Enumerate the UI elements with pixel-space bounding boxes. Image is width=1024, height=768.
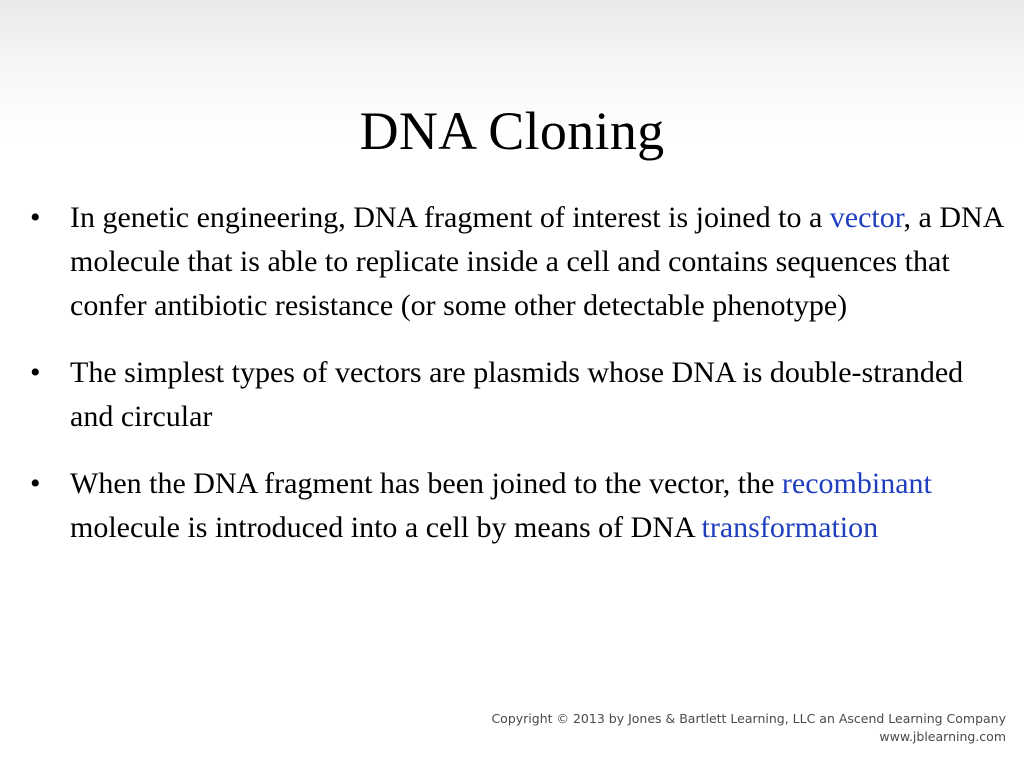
- bullet-marker: •: [30, 356, 41, 389]
- bullet-marker: •: [30, 201, 41, 234]
- bullet-list: [26, 196, 1006, 573]
- bullet-text: When the DNA fragment has been joined to the vector, the: [70, 467, 782, 500]
- bullet-item-plasmids: [26, 351, 1006, 439]
- bullet-marker: •: [30, 467, 41, 500]
- copyright-text: Copyright © 2013 by Jones & Bartlett Learning, LLC an Ascend Learning Company: [491, 711, 1006, 726]
- term-recombinant: recombinant: [781, 467, 932, 500]
- bullet-text: In genetic engineering, DNA fragment of interest is joined to a: [70, 201, 830, 234]
- bullet-item-recombinant: [26, 462, 1006, 550]
- footer-credit: [491, 710, 1006, 746]
- slide-title: DNA Cloning: [359, 101, 665, 161]
- bullet-item-vector: [26, 196, 1006, 328]
- website-text: www.jblearning.com: [879, 729, 1006, 744]
- bullet-text: The simplest types of vectors are plasmids whose DNA is double-stranded and circular: [70, 356, 964, 433]
- bullet-text: molecule is introduced into a cell by means of DNA: [70, 511, 702, 544]
- bullet-text: , a DNA molecule that is able to replicate inside a cell and contains sequences that confer antibiotic resistance (or some other detectable phenotype): [70, 201, 1003, 322]
- term-transformation: transformation: [701, 511, 879, 544]
- term-vector: vector: [829, 201, 904, 234]
